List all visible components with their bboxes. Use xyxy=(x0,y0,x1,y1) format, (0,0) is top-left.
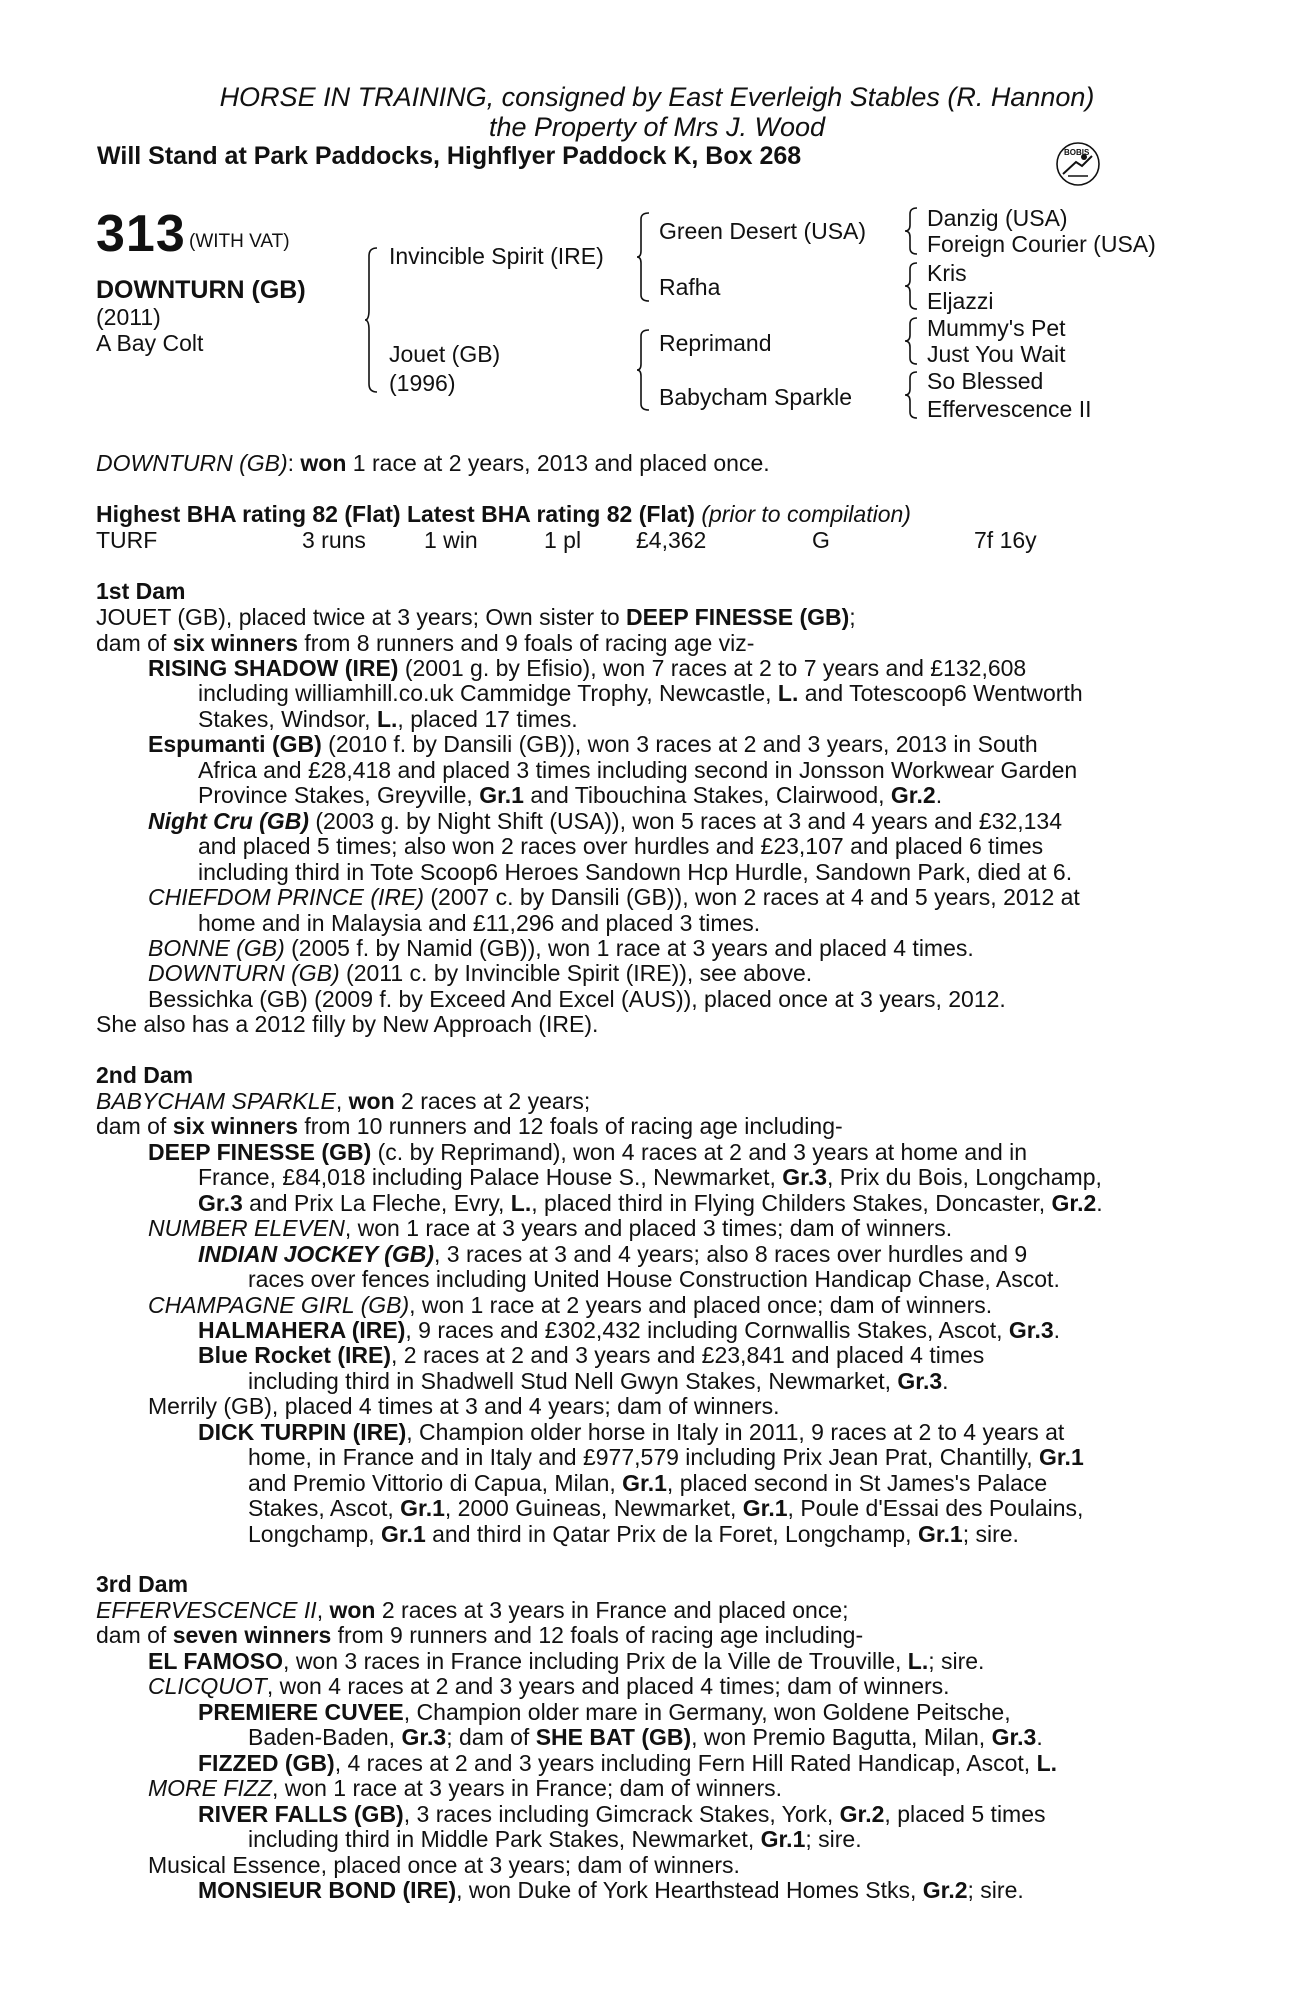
dam3-line: EFFERVESCENCE II, won 2 races at 3 years in France and placed once; xyxy=(96,1597,849,1623)
dam1-entry: RISING SHADOW (IRE) (2001 g. by Efisio), won 7 races at 2 to 7 years and £132,608 xyxy=(148,655,1027,681)
dam3-line: dam of seven winners from 9 runners and 12 foals of racing age including- xyxy=(96,1622,864,1648)
dam3-entry: CLICQUOT, won 4 races at 2 and 3 years and placed 4 times; dam of winners. xyxy=(148,1673,950,1699)
pedigree-brace-main xyxy=(365,246,379,394)
pedigree-dam-year: (1996) xyxy=(389,370,456,396)
dam3-entry: MONSIEUR BOND (IRE), won Duke of York Hearthstead Homes Stks, Gr.2; sire. xyxy=(198,1877,1024,1903)
pedigree-dam-sire: Reprimand xyxy=(659,330,772,356)
pedigree-sire-sire: Green Desert (USA) xyxy=(659,218,867,244)
dam1-entry-cont: Africa and £28,418 and placed 3 times including second in Jonsson Workwear Garden xyxy=(198,757,1078,783)
horse-name: DOWNTURN (GB) xyxy=(96,276,306,304)
pedigree-dss: Mummy's Pet xyxy=(927,315,1066,341)
dam2-line: BABYCHAM SPARKLE, won 2 races at 2 years; xyxy=(96,1088,591,1114)
turf-going: G xyxy=(812,527,830,553)
dam1-entry-cont: including third in Tote Scoop6 Heroes Sandown Hcp Hurdle, Sandown Park, died at 6. xyxy=(198,859,1073,885)
turf-placed: 1 pl xyxy=(544,527,582,553)
pedigree-dds: So Blessed xyxy=(927,368,1044,394)
dam2-entry-cont: races over fences including United House Construction Handicap Chase, Ascot. xyxy=(248,1266,1060,1292)
dam2-entry-cont: Longchamp, Gr.1 and third in Qatar Prix de la Foret, Longchamp, Gr.1; sire. xyxy=(248,1521,1019,1547)
rating-line: Highest BHA rating 82 (Flat) Latest BHA rating 82 (Flat) (prior to compilation) xyxy=(96,501,911,527)
bobis-logo-icon xyxy=(1054,140,1102,188)
pedigree-sds: Kris xyxy=(927,260,967,286)
dam1-entry-cont: and placed 5 times; also won 2 races over hurdles and £23,107 and placed 6 times xyxy=(198,833,1044,859)
vat-note: (WITH VAT) xyxy=(189,231,290,252)
dam3-entry: PREMIERE CUVEE, Champion older mare in Germany, won Goldene Peitsche, xyxy=(198,1699,1011,1725)
dam3-heading: 3rd Dam xyxy=(96,1571,189,1597)
dam2-entry-cont: Stakes, Ascot, Gr.1, 2000 Guineas, Newmarket, Gr.1, Poule d'Essai des Poulains, xyxy=(248,1495,1084,1521)
dam1-entry: BONNE (GB) (2005 f. by Namid (GB)), won 1 race at 3 years and placed 4 times. xyxy=(148,935,974,961)
dam1-entry: CHIEFDOM PRINCE (IRE) (2007 c. by Dansili (GB)), won 2 races at 4 and 5 years, 2012 at xyxy=(148,884,1080,910)
dam3-entry: FIZZED (GB), 4 races at 2 and 3 years including Fern Hill Rated Handicap, Ascot, L. xyxy=(198,1750,1058,1776)
pedigree-brace-sire xyxy=(637,211,651,303)
brace-gg-4 xyxy=(905,370,919,420)
dam2-line: dam of six winners from 10 runners and 12 foals of racing age including- xyxy=(96,1113,843,1139)
property-line: the Property of Mrs J. Wood xyxy=(488,112,826,142)
pedigree-dam-dam: Babycham Sparkle xyxy=(659,384,853,410)
dam2-entry: Merrily (GB), placed 4 times at 3 and 4 years; dam of winners. xyxy=(148,1393,780,1419)
consignment-line: HORSE IN TRAINING, consigned by East Everleigh Stables (R. Hannon) xyxy=(219,82,1095,112)
race-summary: DOWNTURN (GB): won 1 race at 2 years, 2013 and placed once. xyxy=(96,450,770,476)
horse-description: A Bay Colt xyxy=(96,330,204,356)
dam3-entry-cont: including third in Middle Park Stakes, Newmarket, Gr.1; sire. xyxy=(248,1826,862,1852)
brace-gg-3 xyxy=(905,316,919,366)
pedigree-sire: Invincible Spirit (IRE) xyxy=(389,243,604,269)
dam1-heading: 1st Dam xyxy=(96,578,186,604)
dam2-entry-cont: home, in France and in Italy and £977,579 including Prix Jean Prat, Chantilly, Gr.1 xyxy=(248,1444,1084,1470)
pedigree-dam: Jouet (GB) xyxy=(389,341,501,367)
dam1-entry-cont: Stakes, Windsor, L., placed 17 times. xyxy=(198,706,578,732)
brace-gg-2 xyxy=(905,261,919,311)
dam2-entry-cont: France, £84,018 including Palace House S., Newmarket, Gr.3, Prix du Bois, Longchamp, xyxy=(198,1164,1102,1190)
dam2-entry: DEEP FINESSE (GB) (c. by Reprimand), won 4 races at 2 and 3 years at home and in xyxy=(148,1139,1028,1165)
dam1-entry: DOWNTURN (GB) (2011 c. by Invincible Spirit (IRE)), see above. xyxy=(148,960,813,986)
dam2-entry: CHAMPAGNE GIRL (GB), won 1 race at 2 years and placed once; dam of winners. xyxy=(148,1292,993,1318)
brace-gg-1 xyxy=(905,206,919,256)
dam2-entry-cont: including third in Shadwell Stud Nell Gwyn Stakes, Newmarket, Gr.3. xyxy=(248,1368,949,1394)
dam2-entry: HALMAHERA (IRE), 9 races and £302,432 including Cornwallis Stakes, Ascot, Gr.3. xyxy=(198,1317,1061,1343)
dam2-heading: 2nd Dam xyxy=(96,1062,194,1088)
dam2-entry-cont: and Premio Vittorio di Capua, Milan, Gr.1, placed second in St James's Palace xyxy=(248,1470,1048,1496)
pedigree-ssd: Foreign Courier (USA) xyxy=(927,231,1156,257)
stand-location: Will Stand at Park Paddocks, Highflyer Paddock K, Box 268 xyxy=(97,142,802,170)
dam2-entry: DICK TURPIN (IRE), Champion older horse in Italy in 2011, 9 races at 2 to 4 years at xyxy=(198,1419,1065,1445)
pedigree-brace-dam xyxy=(637,328,651,412)
turf-wins: 1 win xyxy=(424,527,478,553)
dam1-note: She also has a 2012 filly by New Approach (IRE). xyxy=(96,1011,599,1037)
lot-number: 313 xyxy=(96,205,186,263)
dam1-entry-cont: including williamhill.co.uk Cammidge Trophy, Newcastle, L. and Totescoop6 Wentworth xyxy=(198,680,1083,706)
pedigree-ddd: Effervescence II xyxy=(927,396,1092,422)
dam3-entry: MORE FIZZ, won 1 race at 3 years in France; dam of winners. xyxy=(148,1775,783,1801)
dam1-entry: Bessichka (GB) (2009 f. by Exceed And Excel (AUS)), placed once at 3 years, 2012. xyxy=(148,986,1006,1012)
dam2-entry-cont: Gr.3 and Prix La Fleche, Evry, L., placed third in Flying Childers Stakes, Doncaster, Gr.2. xyxy=(198,1190,1103,1216)
turf-runs: 3 runs xyxy=(302,527,366,553)
dam3-entry: Musical Essence, placed once at 3 years; dam of winners. xyxy=(148,1852,740,1878)
pedigree-dsd: Just You Wait xyxy=(927,341,1066,367)
turf-distance: 7f 16y xyxy=(974,527,1037,553)
pedigree-sdd: Eljazzi xyxy=(927,288,994,314)
foaling-year: (2011) xyxy=(96,304,161,330)
dam3-entry: EL FAMOSO, won 3 races in France including Prix de la Ville de Trouville, L.; sire. xyxy=(148,1648,985,1674)
dam1-entry: Night Cru (GB) (2003 g. by Night Shift (USA)), won 5 races at 3 and 4 years and £32,134 xyxy=(148,808,1063,834)
dam1-entry: Espumanti (GB) (2010 f. by Dansili (GB)), won 3 races at 2 and 3 years, 2013 in South xyxy=(148,731,1038,757)
dam2-entry: INDIAN JOCKEY (GB), 3 races at 3 and 4 years; also 8 races over hurdles and 9 xyxy=(198,1241,1028,1267)
turf-surface: TURF xyxy=(96,527,158,553)
pedigree-sss: Danzig (USA) xyxy=(927,205,1068,231)
logo-text: BOBIS xyxy=(1064,148,1090,157)
dam1-line: dam of six winners from 8 runners and 9 foals of racing age viz- xyxy=(96,630,755,656)
turf-earnings: £4,362 xyxy=(636,527,707,553)
dam1-line: JOUET (GB), placed twice at 3 years; Own sister to DEEP FINESSE (GB); xyxy=(96,604,856,630)
dam1-entry-cont: Province Stakes, Greyville, Gr.1 and Tibouchina Stakes, Clairwood, Gr.2. xyxy=(198,782,943,808)
dam3-entry-cont: Baden-Baden, Gr.3; dam of SHE BAT (GB), won Premio Bagutta, Milan, Gr.3. xyxy=(248,1724,1043,1750)
dam1-entry-cont: home and in Malaysia and £11,296 and placed 3 times. xyxy=(198,910,761,936)
pedigree-sire-dam: Rafha xyxy=(659,274,721,300)
dam2-entry: Blue Rocket (IRE), 2 races at 2 and 3 years and £23,841 and placed 4 times xyxy=(198,1342,985,1368)
dam3-entry: RIVER FALLS (GB), 3 races including Gimcrack Stakes, York, Gr.2, placed 5 times xyxy=(198,1801,1046,1827)
dam2-entry: NUMBER ELEVEN, won 1 race at 3 years and placed 3 times; dam of winners. xyxy=(148,1215,953,1241)
